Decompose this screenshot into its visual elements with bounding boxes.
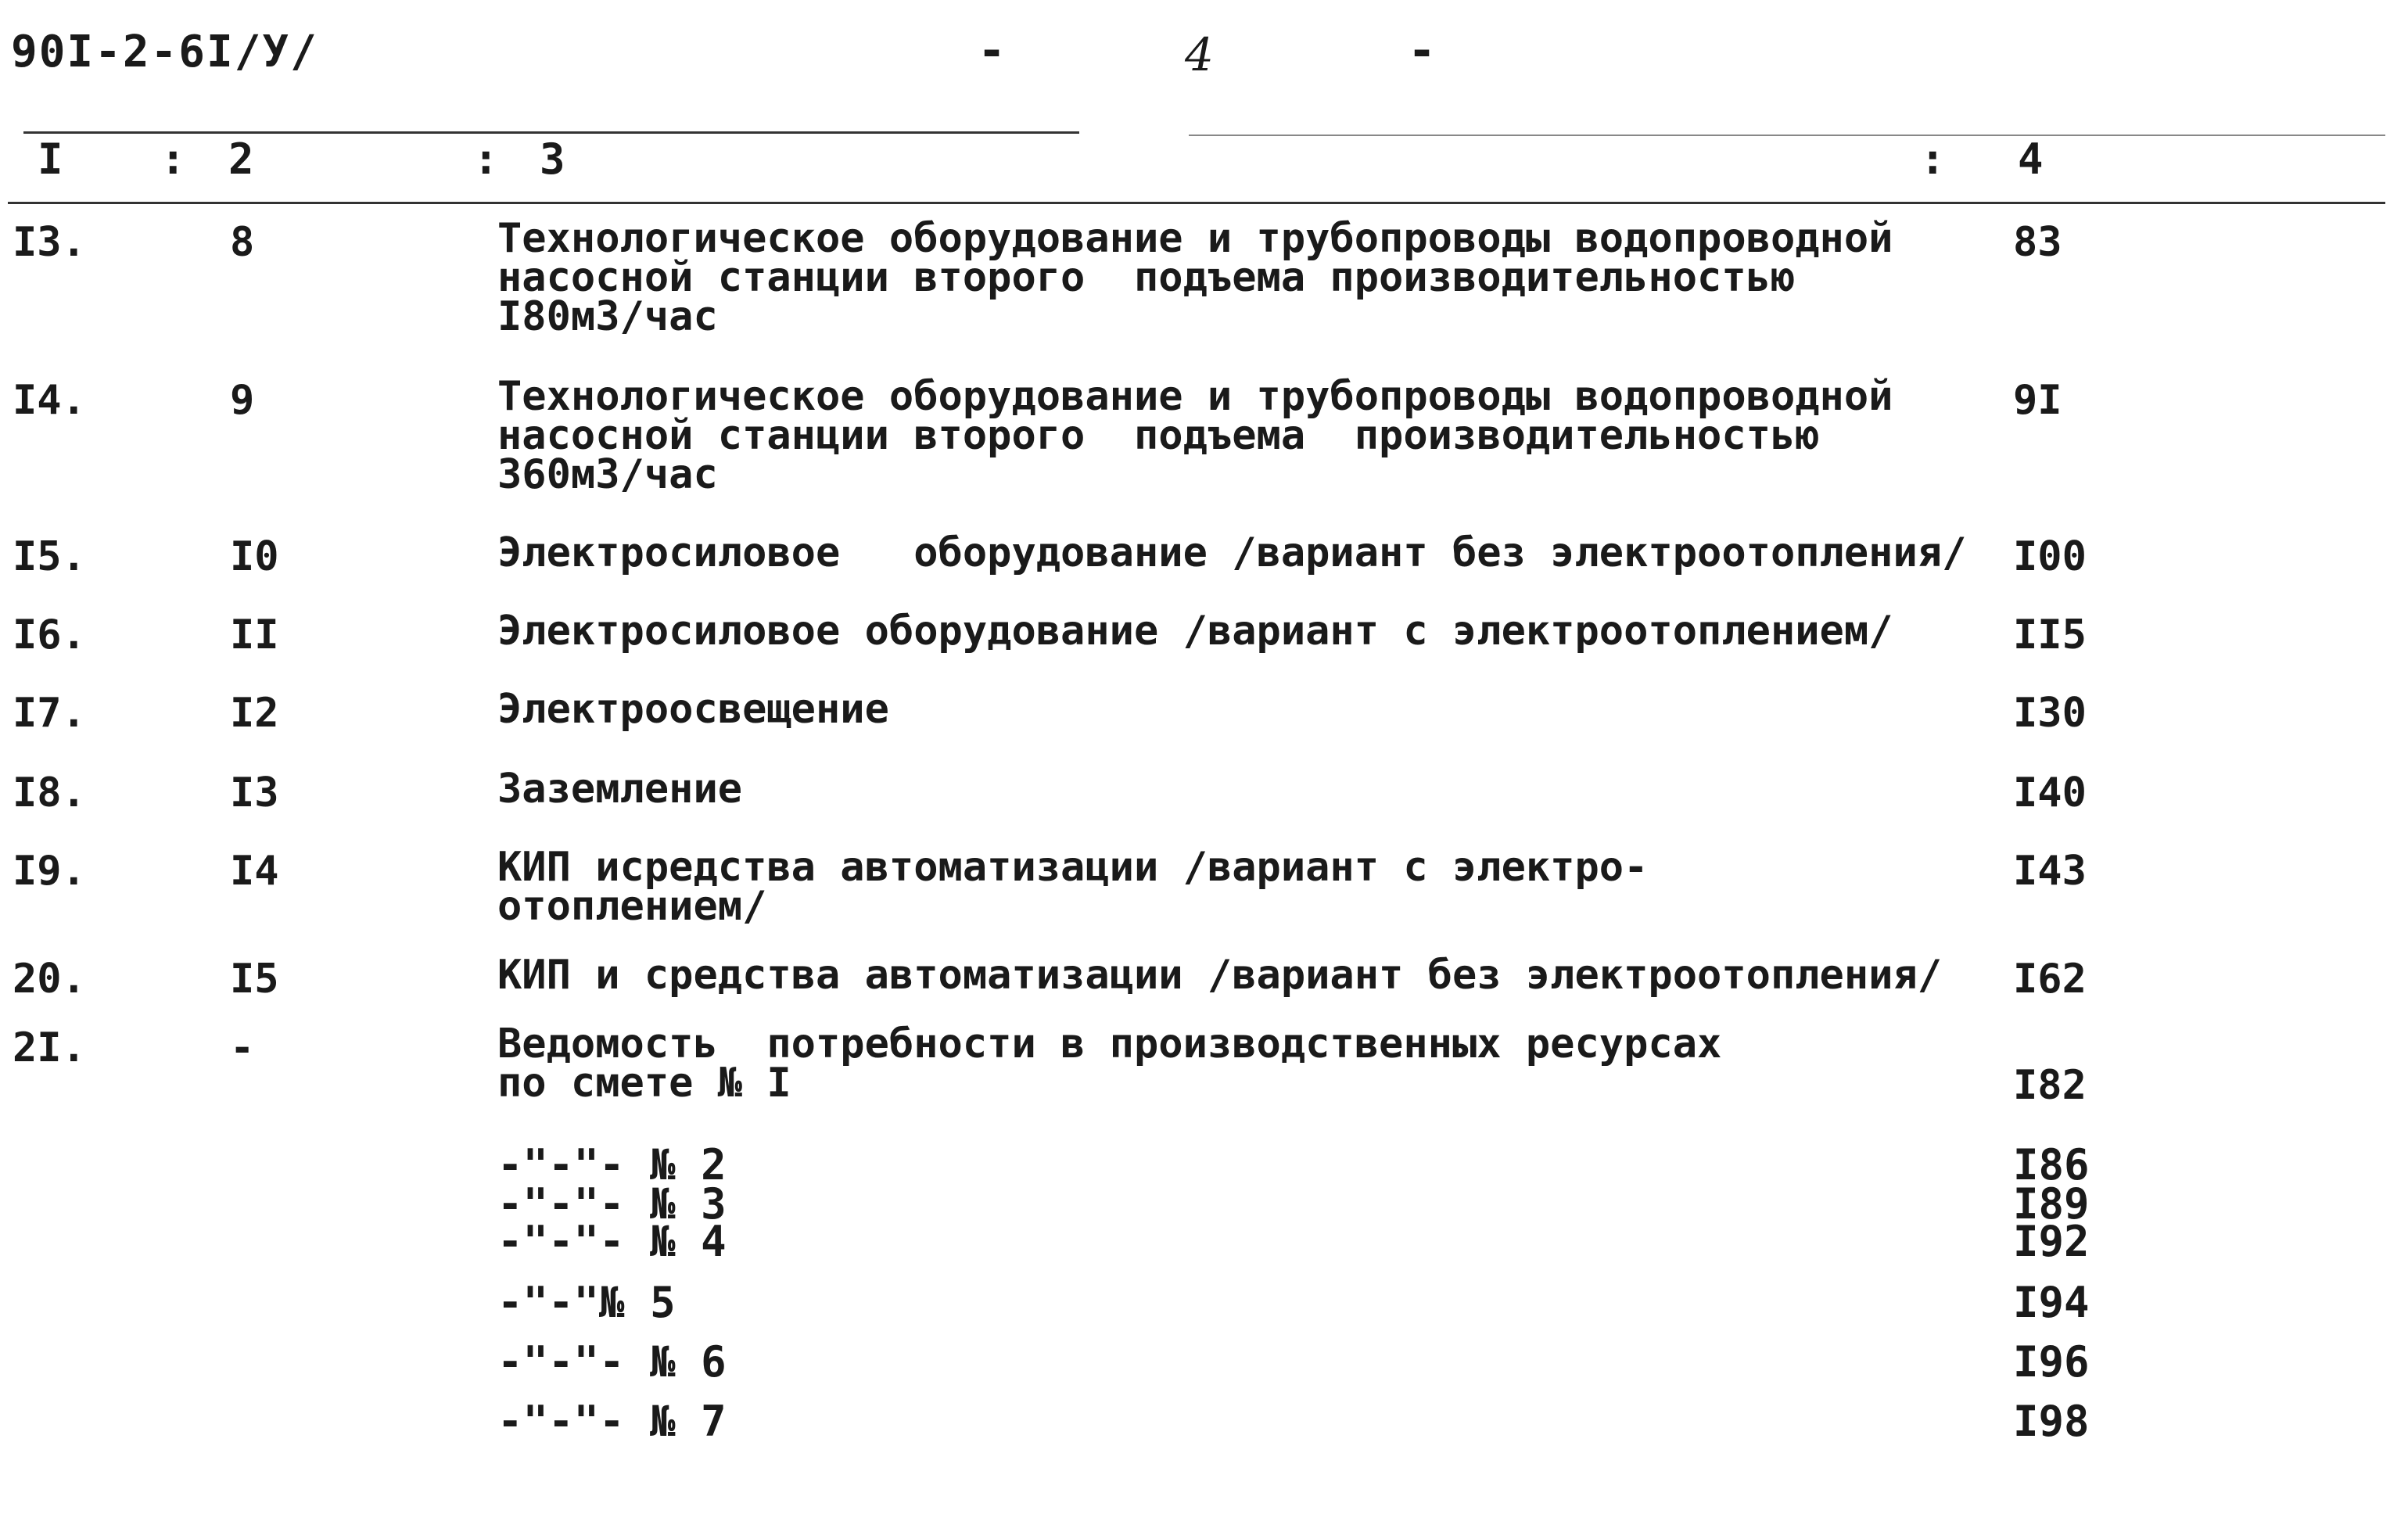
row-page: 9I [2013,377,2062,424]
column-header-4: 4 [2018,135,2044,184]
row-page: I82 [2013,1062,2087,1109]
sub-row-page: I98 [2013,1397,2090,1446]
list-item [13,1217,2187,1264]
table-row [13,1021,2187,1118]
row-number: I3. [13,219,86,266]
list-item [13,1337,2187,1387]
row-sheet: I5 [230,956,279,1003]
page-number-dash-left: - [978,23,1007,78]
row-title: Заземление [497,766,743,813]
row-number: I4. [13,377,86,424]
row-number: I6. [13,612,86,658]
row-sheet: - [230,1024,255,1071]
column-separator-1: : [160,135,186,184]
row-title: Электросиловое оборудование /вариант с электроотоплением/ [497,608,1893,655]
row-sheet: II [230,612,279,658]
column-header-3: 3 [540,135,565,184]
row-sheet: I0 [230,533,279,580]
table-row [13,215,2187,360]
row-page: I40 [2013,770,2087,816]
column-separator-3: : [1920,135,1946,184]
page-number-dash-right: - [1408,23,1437,78]
column-separator-2: : [473,135,499,184]
table-row [13,608,2187,658]
row-title: Ведомость потребности в производственных ресурсах по смете № I [497,1021,1722,1107]
list-item [13,1278,2187,1325]
row-number: I5. [13,533,86,580]
row-number: I7. [13,690,86,737]
row-title: Электроосвещение [497,686,889,733]
row-page: II5 [2013,612,2087,658]
row-title: КИП исредства автоматизации /вариант с электро- отоплением/ [497,844,1649,930]
sub-row-label: -"-"- № 7 [497,1397,727,1446]
table-row [13,844,2187,942]
sub-row-page: I94 [2013,1278,2090,1327]
row-page: I62 [2013,956,2087,1003]
list-item [13,1397,2187,1444]
sub-row-label: -"-"- № 3 [497,1179,727,1229]
row-sheet: I2 [230,690,279,737]
sub-row-page: I92 [2013,1217,2090,1266]
table-row [13,529,2187,580]
sub-row-page: I89 [2013,1179,2090,1229]
column-header-2: 2 [228,135,254,184]
row-sheet: 9 [230,377,255,424]
page-number-group [978,23,1462,81]
table-row [13,766,2187,816]
table-row [13,686,2187,737]
sub-row-label: -"-"№ 5 [497,1278,676,1327]
row-number: 2I. [13,1024,86,1071]
row-title: Технологическое оборудование и трубопроводы водопроводной насосной станции второго подъема производительностью 360м3/час [497,373,1893,498]
row-number: 20. [13,956,86,1003]
table-row [13,373,2187,518]
header-top-rule-faint [1189,135,2385,136]
sub-row-label: -"-"- № 2 [497,1140,727,1189]
header-top-rule [23,131,1079,134]
row-title: Технологическое оборудование и трубопроводы водопроводной насосной станции второго подъема производительностью I80м3/час [497,215,1893,340]
row-page: I00 [2013,533,2087,580]
document-code: 90I-2-6I/У/ [11,27,318,77]
row-page: I30 [2013,690,2087,737]
sub-row-label: -"-"- № 6 [497,1337,727,1387]
row-sheet: I3 [230,770,279,816]
sub-row-label: -"-"- № 4 [497,1217,727,1266]
column-header-1: I [38,135,63,184]
row-page: I43 [2013,848,2087,895]
row-sheet: 8 [230,219,255,266]
row-number: I8. [13,770,86,816]
row-title: Электросиловое оборудование /вариант без электроотопления/ [497,529,1967,576]
row-page: 83 [2013,219,2062,266]
row-sheet: I4 [230,848,279,895]
row-title: КИП и средства автоматизации /вариант без электроотопления/ [497,952,1943,999]
sub-row-page: I96 [2013,1337,2090,1387]
header-bottom-rule [8,202,2385,204]
row-number: I9. [13,848,86,895]
sub-row-page: I86 [2013,1140,2090,1189]
table-row [13,952,2187,1003]
page-number: 4 [1185,28,1214,81]
